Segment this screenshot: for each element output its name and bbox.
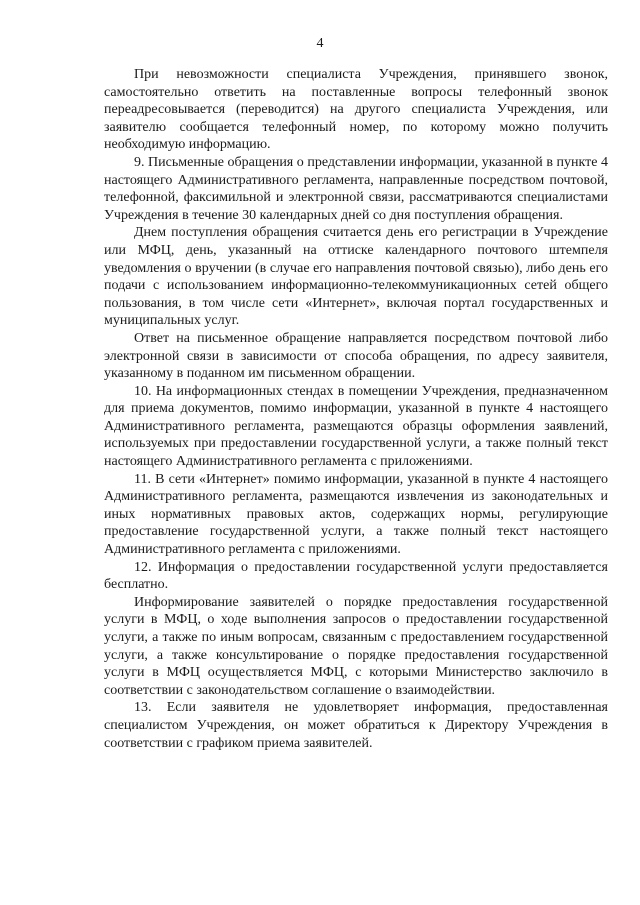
page-number: 4 (316, 36, 324, 51)
document-body (104, 66, 608, 752)
paragraph-written-reply: Ответ на письменное обращение направляется посредством почтовой либо электронной связи в зависимости от способа обращения, по адресу заявителя, указанному в поданном им письменном обращении. (104, 330, 608, 382)
paragraph-item-12: 12. Информация о предоставлении государственной услуги предоставляется бесплатно. (104, 559, 608, 593)
paragraph-mfc-informing: Информирование заявителей о порядке предоставления государственной услуги в МФЦ, о ходе выполнения запросов о предоставлении государственной услуги, а также по иным вопросам, связанным с предоставлением государственной услуги, а также консультирование о порядке предоставления государственной услуги в МФЦ осуществляется МФЦ, с которыми Министерство заключило в соответствии с законодательством соглашение о взаимодействии. (104, 594, 608, 698)
paragraph-receipt-date: Днем поступления обращения считается день его регистрации в Учреждение или МФЦ, день, указанный на оттиске календарного почтового штемпеля уведомления о вручении (в случае его направления почтовой связью), либо день его подачи с использованием информационно-телекоммуникационных сетей общего пользования, в том числе сети «Интернет», включая портал государственных и муниципальных услуг. (104, 225, 608, 329)
paragraph-item-11: 11. В сети «Интернет» помимо информации, указанной в пункте 4 настоящего Административного регламента, размещаются извлечения из законодательных и иных нормативных правовых актов, содержащих нормы, регулирующие предоставление государственной услуги, а также полный текст настоящего Административного регламента с приложениями. (104, 471, 608, 558)
paragraph-transfer-call: При невозможности специалиста Учреждения, принявшего звонок, самостоятельно ответить на поставленные вопросы телефонный звонок переадресовывается (переводится) на другого специалиста Учреждения, или заявителю сообщается телефонный номер, по которому можно получить необходимую информацию. (104, 67, 608, 153)
paragraph-item-10: 10. На информационных стендах в помещении Учреждения, предназначенном для приема документов, помимо информации, указанной в пункте 4 настоящего Административного регламента, размещаются образцы оформления заявлений, используемых при предоставлении государственной услуги, а также полный текст настоящего Административного регламента с приложениями. (104, 383, 608, 470)
paragraph-item-9: 9. Письменные обращения о представлении информации, указанной в пункте 4 настоящего Административного регламента, направленные посредством почтовой, телефонной, факсимильной и электронной связи, рассматриваются специалистами Учреждения в течение 30 календарных дней со дня поступления обращения. (104, 154, 608, 223)
paragraph-item-13: 13. Если заявителя не удовлетворяет информация, предоставленная специалистом Учреждения, он может обратиться к Директору Учреждения в соответствии с графиком приема заявителей. (104, 700, 608, 751)
